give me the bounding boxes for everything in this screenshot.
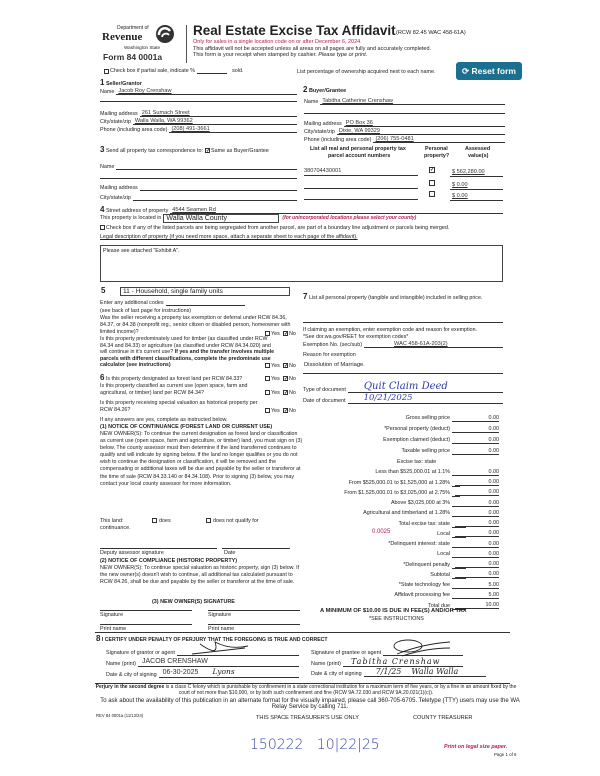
seller-phone-field[interactable]: (208) 491-3661 bbox=[169, 126, 297, 133]
no-checkbox[interactable]: ✓ bbox=[284, 390, 289, 396]
form-number: Form 84 0001a bbox=[103, 52, 163, 62]
certify-statement: 8 I CERTIFY UNDER PENALTY OF PERJURY THAT THE FOREGOING IS TRUE AND CORRECT bbox=[96, 634, 328, 643]
tax-row-label: Exemption claimed (deduct) bbox=[383, 437, 450, 443]
street-label: 4 Street address of property bbox=[100, 205, 169, 214]
no-label: No bbox=[289, 363, 296, 369]
seller-phone-label: Phone (including area code) bbox=[100, 127, 168, 134]
notice-2-text: This form is your receipt when stamped by cashier. bbox=[193, 52, 317, 58]
grantor-name-label: Name (print) bbox=[106, 660, 136, 667]
ownership-note: List percentage of ownership acquired next to each name. bbox=[297, 69, 436, 75]
no-label: No bbox=[289, 390, 296, 396]
header-divider bbox=[186, 25, 187, 63]
corr-name-row bbox=[100, 164, 297, 170]
value-line bbox=[450, 176, 503, 177]
signature-2-label: Signature bbox=[208, 612, 232, 618]
corr-name-line-2 bbox=[100, 178, 297, 179]
tax-row-value[interactable]: 0.00 bbox=[455, 489, 499, 496]
notice-2 bbox=[193, 52, 367, 58]
buyer-city-field[interactable]: Dixie, WA 99329 bbox=[337, 128, 505, 135]
tax-row-label: Subtotal bbox=[430, 571, 450, 578]
buyer-name-line-2 bbox=[304, 113, 505, 114]
personal-property-checkbox[interactable] bbox=[429, 180, 435, 186]
seller-city-field[interactable]: Walla Walla, WA 99362 bbox=[133, 118, 297, 125]
tax-row-value[interactable]: 0.00 bbox=[455, 415, 499, 422]
partial-sale-checkbox[interactable] bbox=[104, 69, 109, 74]
street-row bbox=[100, 205, 503, 214]
buyer-name-row bbox=[304, 98, 505, 105]
seller-name-field[interactable]: Jacob Roy Crenshaw bbox=[116, 88, 297, 95]
no-checkbox[interactable]: ✓ bbox=[284, 331, 289, 337]
corr-city-label: City/state/zip bbox=[100, 195, 131, 201]
tax-row-label: *State technology fee bbox=[398, 582, 450, 588]
grantor-date-field[interactable]: 06-30-2025 bbox=[162, 669, 199, 676]
grantor-signature-label: Signature of grantor or agent bbox=[106, 650, 175, 656]
corr-name-field[interactable] bbox=[116, 164, 297, 170]
correspondence-label: Send all property tax correspondence to: bbox=[105, 148, 204, 154]
yes-checkbox[interactable] bbox=[265, 363, 270, 368]
notice-3-title: (3) NEW OWNER(S) SIGNATURE bbox=[152, 599, 235, 605]
tax-row-label: Taxable selling price bbox=[401, 448, 450, 454]
section-8-top-rule bbox=[95, 632, 510, 633]
reset-form-button[interactable] bbox=[456, 62, 522, 80]
does-not-label: does not qualify for bbox=[213, 518, 259, 524]
corr-city-row bbox=[100, 195, 297, 201]
personal-property-checkbox[interactable] bbox=[429, 191, 435, 197]
state-label: Washington State bbox=[124, 45, 161, 50]
notice-1: This affidavit will not be accepted unless all areas on all pages are fully and accurately completed. bbox=[193, 45, 432, 52]
tax-row-label: Less than $525,000.01 at 1.1% bbox=[375, 469, 450, 476]
tax-row-label: *Delinquent penalty bbox=[403, 561, 450, 568]
additional-codes-row bbox=[100, 300, 245, 306]
tax-row-label: *Personal property (deduct) bbox=[384, 426, 450, 432]
tax-row-label: Agricultural and timberland at 1.28% bbox=[363, 510, 450, 517]
buyer-mail-row bbox=[304, 120, 505, 127]
same-as-buyer-label: Same as Buyer/Grantee bbox=[211, 148, 269, 154]
street-field[interactable]: 4544 Seamen Rd bbox=[170, 207, 503, 214]
corr-mail-field[interactable] bbox=[140, 185, 297, 191]
seller-mail-label: Mailing address bbox=[100, 111, 138, 118]
if-yes-note: If any answers are yes, complete as instructed below. bbox=[100, 417, 228, 423]
grantee-name-label: Name (print) bbox=[311, 660, 341, 667]
buyer-city-row bbox=[304, 128, 505, 135]
notice-2-text: NEW OWNER(S): To continue special valuation as historic property, sign (3) below. If the new owner(s) doesn't wish to continue, all additional tax calculated pursuant to RCW 84.26, shall be due and payable by the seller or transferor at the time of sale. bbox=[100, 565, 300, 586]
treasurer-use-label: THIS SPACE TREASURER'S USE ONLY bbox=[256, 715, 360, 721]
grantee-name-field[interactable]: Tabitha Crenshaw bbox=[343, 657, 463, 667]
grantee-signature-label: Signature of grantee or agent bbox=[311, 650, 382, 656]
corr-mail-row bbox=[100, 185, 297, 191]
buyer-phone-row bbox=[304, 136, 505, 143]
doc-date-field[interactable]: 10/21/2025 bbox=[348, 394, 503, 404]
reason-label: Reason for exemption bbox=[303, 352, 356, 358]
no-checkbox[interactable]: ✓ bbox=[284, 376, 289, 382]
does-label: does bbox=[159, 518, 171, 524]
grantee-date-label: Date & city of signing bbox=[311, 670, 362, 677]
tax-row-label: Total due bbox=[428, 602, 450, 609]
buyer-name-label: Name bbox=[304, 99, 319, 106]
deputy-signature-line bbox=[100, 548, 217, 549]
personal-property-checkbox[interactable]: ✓ bbox=[430, 167, 435, 173]
grantor-date-row bbox=[106, 668, 299, 678]
no-label: No bbox=[289, 331, 296, 337]
claim-exemption-note: If claiming an exemption, enter exemption code and reason for exemption. *See dor.wa.gov/REET for exemption codes* bbox=[303, 327, 478, 340]
personal-property-line bbox=[303, 322, 503, 323]
does-not-qualify-checkbox[interactable] bbox=[206, 518, 211, 523]
segregate-checkbox[interactable] bbox=[100, 225, 105, 230]
no-label: No bbox=[289, 376, 296, 382]
tax-row-label: Above $3,025,000 at 3% bbox=[390, 500, 450, 506]
grantee-date-field[interactable]: 7/1/25 bbox=[375, 667, 402, 676]
doc-type-field[interactable]: Quit Claim Deed bbox=[348, 382, 503, 393]
yes-label: Yes bbox=[271, 376, 280, 382]
grantor-date-city-field[interactable] bbox=[159, 668, 299, 678]
grantor-name-row bbox=[106, 658, 299, 667]
reset-icon: ⟳ bbox=[462, 66, 470, 76]
signature-2-line bbox=[208, 610, 300, 611]
reset-label: Reset form bbox=[471, 66, 516, 76]
notice-1-title: (1) NOTICE OF CONTINUANCE (FOREST LAND OR CURRENT USE) bbox=[100, 424, 273, 430]
dor-logo-icon bbox=[155, 24, 175, 44]
grantor-city-field[interactable]: Lyons bbox=[212, 667, 235, 676]
grantor-signature[interactable] bbox=[190, 640, 250, 660]
reason-field[interactable]: Dissolution of Marriage. bbox=[304, 362, 365, 368]
tax-row-label: From $1,525,000.01 to $3,025,000 at 2.75% bbox=[344, 489, 450, 496]
buyer-heading: 2 Buyer/Grantee bbox=[303, 85, 347, 94]
deputy-date-line bbox=[222, 548, 290, 549]
buyer-mail-label: Mailing address bbox=[304, 121, 342, 128]
section-5-number: 5 bbox=[101, 286, 106, 295]
buyer-phone-field[interactable]: (206) 755-0481 bbox=[373, 136, 505, 143]
additional-codes-label: Enter any additional codes bbox=[100, 300, 164, 306]
legal-paper-note: Print on legal size paper. bbox=[444, 744, 508, 750]
tax-row-value[interactable]: 0.00 bbox=[455, 571, 499, 578]
seller-name-row bbox=[100, 88, 297, 95]
exemption-question: Was the seller receiving a property tax exemption or deferral under RCW 84.36, 84.37, or 84.38 (nonprofit org., senior citizen or disabled person, homeowner with limited income)? bbox=[100, 315, 291, 335]
parcel-account-field[interactable]: 380704430001 bbox=[304, 168, 342, 174]
grantee-date-row bbox=[311, 667, 486, 677]
county-treasurer-label: COUNTY TREASURER bbox=[413, 715, 473, 721]
correspondence-row bbox=[100, 145, 269, 154]
no-checkbox[interactable]: ✓ bbox=[284, 363, 289, 369]
tax-row-value[interactable]: 0.00 bbox=[455, 437, 499, 444]
same-as-buyer-checkbox[interactable]: ✓ bbox=[206, 148, 211, 155]
seller-city-row bbox=[100, 118, 297, 125]
tax-row-value[interactable]: 5.00 bbox=[455, 592, 499, 599]
partial-sale-label: Check box if partial sale, indicate % bbox=[110, 68, 196, 74]
tax-row-label: Excise tax: state bbox=[397, 459, 437, 465]
tax-row-value[interactable]: 0.00 bbox=[455, 541, 499, 548]
parcel-header-1: List all real and personal property tax bbox=[310, 146, 406, 152]
timber-question: Is this property predominately used for timber (as classified under RCW 84.34 and 84.33) or agriculture (as classified under RCW 84.34.020) and will continue in it's current use? If yes and the transfer involves multiple parcels with different classifications, complete the predominate use calculator (see instructions) bbox=[100, 336, 275, 369]
value-line bbox=[450, 200, 503, 201]
county-note: (for unincorporated locations please select your county) bbox=[282, 214, 417, 221]
buyer-phone-label: Phone (including area code) bbox=[304, 137, 372, 144]
doc-type-row bbox=[303, 382, 503, 393]
yes-checkbox[interactable] bbox=[265, 376, 270, 381]
revenue-logo-text: Revenue bbox=[102, 31, 143, 43]
forest-question: 6 Is this property designated as forest land per RCW 84.33? bbox=[100, 373, 243, 382]
tax-row-value[interactable]: 0.00 bbox=[455, 520, 499, 527]
partial-percent-field[interactable] bbox=[197, 68, 227, 74]
located-label: This property is located in bbox=[100, 215, 162, 222]
tax-row-value[interactable]: 0.00 bbox=[455, 479, 499, 486]
page-title: Real Estate Excise Tax Affidavit bbox=[193, 23, 396, 38]
seller-mail-row bbox=[100, 110, 297, 117]
exemption-no-field[interactable]: WAC 458-61A-203(2) bbox=[364, 341, 503, 348]
tax-row-value[interactable]: 0.00 bbox=[455, 469, 499, 476]
current-use-question: Is this property classified as current use (open space, farm and agricultural, or timber) land per RCW 84.34? bbox=[100, 383, 248, 397]
use-code-select[interactable]: 11 - Household, single family units bbox=[120, 287, 290, 296]
sold-label: sold. bbox=[232, 68, 244, 74]
seller-city-label: City/state/zip bbox=[100, 119, 131, 126]
doc-type-label: Type of document bbox=[303, 386, 346, 393]
deputy-signature-label: Deputy assessor signature bbox=[100, 550, 164, 556]
grantor-name-field[interactable]: JACOB CRENSHAW bbox=[138, 658, 299, 667]
tax-row-label: Total excise tax: state bbox=[398, 520, 450, 527]
parcel-line bbox=[304, 188, 418, 189]
county-select[interactable]: Walla Walla County bbox=[163, 214, 279, 223]
tax-row-label: Local bbox=[437, 551, 450, 558]
dept-label: Department of bbox=[117, 25, 149, 31]
personal-header-2: property? bbox=[424, 153, 450, 159]
see-instructions: *SEE INSTRUCTIONS bbox=[369, 616, 424, 622]
grantor-date-label: Date & city of signing bbox=[106, 671, 157, 678]
continuance-label: continuance. bbox=[100, 525, 131, 531]
tax-row-value[interactable]: 0.00 bbox=[455, 426, 499, 433]
buyer-city-label: City/state/zip bbox=[304, 129, 335, 136]
tax-row-value[interactable]: 10.00 bbox=[455, 602, 499, 609]
seller-heading: 1 Seller/Grantor bbox=[100, 78, 142, 87]
doc-date-label: Date of document bbox=[303, 397, 346, 404]
print-name-2-line bbox=[208, 624, 300, 625]
yes-label: Yes bbox=[271, 390, 280, 396]
exemption-no-label: Exemption No. (sec/sub) bbox=[303, 342, 363, 349]
historical-question: Is this property receiving special valuation as historical property per RCW 84.26? bbox=[100, 400, 258, 414]
signature-1-line bbox=[100, 610, 192, 611]
this-land-label: This land: bbox=[100, 518, 124, 524]
page-number: Page 1 of 6 bbox=[494, 752, 517, 757]
parcel-header-2: parcel account numbers bbox=[328, 153, 391, 159]
red-notice: Only for sales in a single location code on or after December 6, 2024. bbox=[193, 39, 362, 45]
segregate-label: Check box if any of the listed parcels are being segregated from another parcel, are part of a boundary line adjustment or parcels being merged. bbox=[106, 225, 450, 231]
partial-sale-row bbox=[104, 68, 264, 74]
grantee-name-row bbox=[311, 657, 463, 667]
tax-row-value[interactable]: 0.00 bbox=[455, 551, 499, 558]
value-header-2: value(s) bbox=[468, 153, 489, 159]
tax-row-value[interactable]: 0.00 bbox=[455, 510, 499, 517]
corr-mail-label: Mailing address bbox=[100, 185, 138, 191]
grantee-city-field[interactable]: Walla Walla bbox=[411, 667, 459, 676]
tax-row-label: *Delinquent interest: state bbox=[388, 541, 450, 547]
reason-line bbox=[303, 373, 503, 374]
seller-name-label: Name bbox=[100, 89, 115, 96]
treasurer-stamp-handwriting: 150222 10|22|25 bbox=[250, 737, 380, 753]
tax-row-label: Affidavit processing fee bbox=[394, 592, 450, 599]
assessed-value-field[interactable]: $ 0.00 bbox=[452, 182, 468, 188]
corr-city-field[interactable] bbox=[133, 195, 297, 201]
does-qualify-checkbox[interactable] bbox=[152, 518, 157, 523]
print-name-2-label: Print name bbox=[208, 626, 235, 632]
assessed-value-field[interactable]: $ 0.00 bbox=[452, 193, 468, 199]
tax-row-value[interactable]: 0.00 bbox=[455, 561, 499, 568]
signature-1-label: Signature bbox=[100, 612, 124, 618]
yes-label: Yes bbox=[271, 408, 280, 414]
exemption-no-row bbox=[303, 341, 503, 348]
tax-row-value[interactable]: 0.00 bbox=[455, 448, 499, 455]
parcel-line bbox=[304, 199, 418, 200]
buyer-mail-field[interactable]: PO Box 36 bbox=[344, 120, 505, 127]
personal-property-label: 7 List all personal property (tangible and intangible) included in selling price. bbox=[303, 292, 483, 301]
tax-row-label: Gross selling price bbox=[405, 415, 450, 421]
tax-row-label: From $525,000.01 to $1,525,000 at 1.28% bbox=[348, 479, 450, 486]
perjury-notice: Perjury in the second degree is a class C felony which is punishable by confinement in a state correctional institution for a maximum term of five years, or by a fine in an amount fixed by the court of not more than $10,000, or by both such confinement and fine (RCW 9A.72.030 and RCW 9A.20.021(1)(c)). bbox=[95, 684, 517, 696]
seller-phone-row bbox=[100, 126, 297, 133]
county-row bbox=[100, 214, 503, 223]
revision-label: REV 84 0001a (11/13/24) bbox=[96, 713, 144, 718]
legal-description-field[interactable]: Please see attached "Exhibit A". bbox=[100, 245, 503, 282]
yes-label: Yes bbox=[271, 331, 280, 337]
no-label: No bbox=[289, 408, 296, 414]
tax-row-label: Local bbox=[437, 530, 450, 537]
local-rate: 0.0025 bbox=[372, 529, 391, 535]
yes-checkbox[interactable] bbox=[265, 331, 270, 336]
print-name-1-label: Print name bbox=[100, 626, 127, 632]
value-header-1: Assessed bbox=[465, 146, 491, 152]
additional-codes-field[interactable] bbox=[166, 300, 245, 306]
parcel-line bbox=[304, 175, 418, 176]
yes-label: Yes bbox=[271, 363, 280, 369]
legal-desc-label: Legal description of property (if you need more space, attach a separate sheet to each page of the affidavit). bbox=[100, 234, 358, 240]
corr-name-label: Name bbox=[100, 164, 115, 170]
notice-1-text: NEW OWNER(S): To continue the current designation as forest land or classification as current use (open space, farm and agriculture, or timber) land, you must sign on (3) below. The county assessor must then determine if the land transferred continues to qualify and will indicate by signing below. If the land no longer qualifies or you do not wish to continue the designation or classification, it will be removed and the compensating or additional taxes will be due and payable by the seller or transferor at the time of sale (RCW 84.33.140 or 84.34.108). Prior to signing (3) below, you may contact your local county assessor for more information. bbox=[100, 431, 303, 487]
notice-2-title: (2) NOTICE OF COMPLIANCE (HISTORIC PROPERTY) bbox=[100, 558, 238, 564]
seller-mail-field[interactable]: 261 Sumach Street bbox=[140, 110, 297, 117]
tax-row-value[interactable]: 5.00 bbox=[455, 582, 499, 589]
print-name-1-line bbox=[100, 624, 192, 625]
yes-checkbox[interactable] bbox=[265, 390, 270, 395]
section-3-number: 3 bbox=[100, 145, 105, 154]
tax-row-value[interactable]: 0.00 bbox=[455, 500, 499, 507]
yes-checkbox[interactable] bbox=[265, 408, 270, 413]
notice-2-italic: Please type or print. bbox=[318, 52, 368, 58]
no-checkbox[interactable]: ✓ bbox=[284, 408, 289, 414]
assessed-value-field[interactable]: $ 562,280.00 bbox=[452, 169, 485, 175]
grantee-date-city-field[interactable] bbox=[364, 667, 486, 677]
rcw-reference: (RCW 82.45 WAC 458-61A) bbox=[396, 30, 466, 36]
personal-header-1: Personal bbox=[425, 146, 448, 152]
tax-row-value[interactable]: 0.00 bbox=[455, 530, 499, 537]
see-back-note: (see back of last page for instructions) bbox=[100, 308, 192, 314]
seller-name-line-2 bbox=[100, 101, 297, 102]
value-line bbox=[450, 189, 503, 190]
deputy-date-label: Date bbox=[224, 550, 236, 556]
buyer-name-field[interactable]: Tabitha Catherine Crenshaw bbox=[320, 98, 505, 105]
doc-date-row bbox=[303, 394, 503, 404]
minimum-due-note: A MINIMUM OF $10.00 IS DUE IN FEE(S) AND/OR TAX bbox=[320, 608, 467, 614]
accessibility-notice: To ask about the availability of this publication in an alternate format for the visually impaired, please call 360-705-6705. Teletype (TTY) users may use the WA Relay Service by calling 711. bbox=[100, 698, 520, 711]
